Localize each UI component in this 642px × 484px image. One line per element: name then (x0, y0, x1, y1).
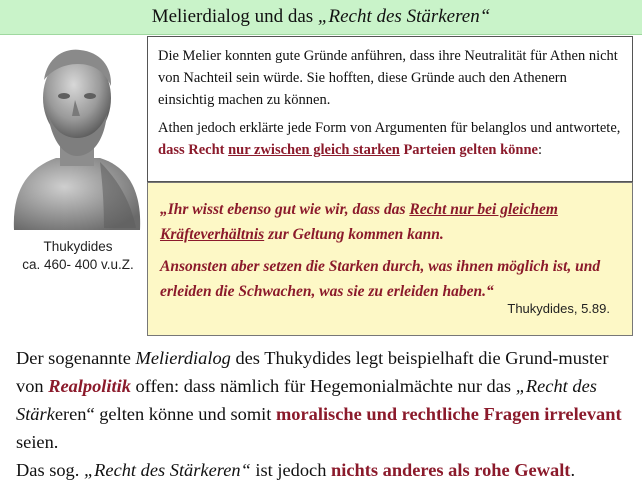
p2-highlight-underlined: nur zwischen gleich starken (228, 142, 400, 158)
context-paragraph-2 (158, 117, 622, 161)
quote-l1-b: zur Geltung kommen kann. (264, 226, 444, 243)
summary-s9: seien. (16, 432, 59, 452)
summary-s7: eren“ gelten könne und somit (54, 404, 276, 424)
quote-line-1 (160, 197, 622, 247)
summary-s14: . (570, 460, 576, 480)
quote-line-2: Ansonsten aber setzen die Starken durch, was ihnen möglich ist, und erleiden die Schwachen, was sie zu erleiden haben.“ (160, 258, 601, 300)
slide-title (0, 0, 642, 35)
summary-realpolitik: Realpolitik (48, 376, 131, 396)
summary-melierdialog: Melierdialog (135, 348, 231, 368)
summary-rohe-gewalt: nichts anderes als rohe Gewalt (331, 460, 571, 480)
p2-highlight-2: Parteien gelten könne (399, 142, 538, 158)
quote-l1-underlined-1: Recht nur bei gleichem (409, 201, 558, 218)
summary-moral-questions: moralische und rechtliche Fragen irrelevant (275, 404, 622, 424)
title-quoted: „Recht des Stärkeren“ (317, 6, 491, 27)
p2-highlight-1: dass Recht (158, 142, 229, 158)
quote-l1-a: „Ihr wisst ebenso gut wie wir, dass das (160, 201, 410, 218)
thucydides-bust-icon (8, 40, 146, 236)
portrait-dates: ca. 460- 400 v.u.Z. (22, 257, 134, 272)
context-paragraph-1: Die Melier konnten gute Gründe anführen, dass ihre Neutralität für Athen nicht von Nachteil sein würde. Sie hofften, diese Gründe auch den Athenern einsichtig machen zu können. (158, 48, 618, 108)
summary-s1: Der sogenannte (16, 348, 136, 368)
summary-s5: offen: dass nämlich für Hegemonialmächte nur das (130, 376, 516, 396)
summary-text (16, 344, 628, 484)
context-text-box (147, 36, 633, 182)
summary-recht-quote: „Recht des Stärk (16, 376, 597, 424)
quote-box (147, 182, 633, 336)
quote-source: Thukydides, 5.89. (507, 301, 610, 316)
quote-l1-underlined-2: Kräfteverhältnis (160, 226, 265, 243)
title-prefix: Melierdialog und das (151, 6, 314, 27)
summary-s12: ist jedoch (250, 460, 332, 480)
summary-s10: Das sog. (16, 460, 84, 480)
p2-end: : (537, 142, 542, 158)
portrait-caption (18, 238, 138, 274)
portrait-name: Thukydides (43, 239, 113, 254)
summary-paragraph-1 (16, 344, 628, 456)
p2-start: Athen jedoch erklärte jede Form von Argumenten für belanglos und antwortete, (158, 120, 621, 136)
summary-recht-quote-2: „Recht des Stärkeren“ (83, 460, 251, 480)
summary-s3: des Thukydides legt beispielhaft die Grund-muster von (16, 348, 609, 396)
